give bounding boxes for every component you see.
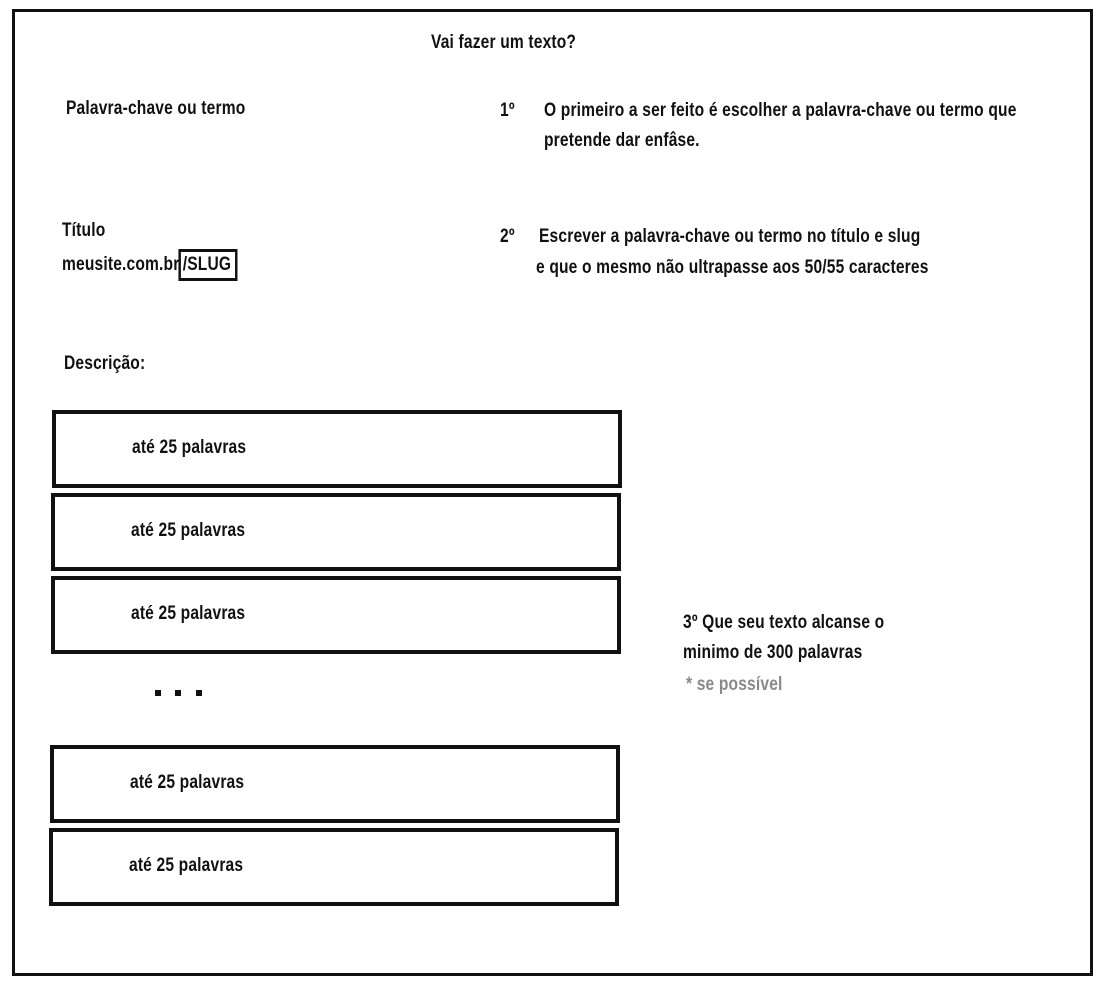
ellipsis-dot: [175, 690, 181, 696]
paragraph-box-label: até 25 palavras: [131, 520, 246, 541]
url-domain: meusite.com.br: [62, 254, 180, 275]
paragraph-box-label: até 25 palavras: [131, 603, 246, 624]
url-line: [62, 249, 238, 281]
step3-line2: minimo de 300 palavras: [683, 642, 863, 663]
step1-line1: O primeiro a ser feito é escolher a palavra-chave ou termo que: [544, 100, 1017, 121]
ellipsis-dot: [155, 690, 161, 696]
ellipsis-dot: [196, 690, 202, 696]
paragraph-box-1: [52, 410, 622, 488]
diagram-title: Vai fazer um texto?: [431, 32, 577, 53]
step3-line1: 3º Que seu texto alcanse o: [683, 612, 885, 633]
paragraph-box-label: até 25 palavras: [132, 437, 247, 458]
paragraph-box-label: até 25 palavras: [130, 772, 245, 793]
paragraph-box-label: até 25 palavras: [129, 855, 244, 876]
step1-number: 1º: [500, 100, 515, 121]
paragraph-box-4: [50, 745, 620, 823]
titulo-label: Título: [62, 220, 106, 241]
step3-note: * se possível: [686, 674, 783, 695]
paragraph-box-3: [51, 576, 621, 654]
paragraph-box-2: [51, 493, 621, 571]
step1-line2: pretende dar enfâse.: [544, 130, 700, 151]
description-label: Descrição:: [64, 353, 146, 374]
keyword-label: Palavra-chave ou termo: [66, 98, 246, 119]
step2-number: 2º: [500, 226, 515, 247]
step1-text: [544, 96, 1017, 156]
step2-line2: e que o mesmo não ultrapasse aos 50/55 caracteres: [536, 257, 929, 278]
slug-box: /SLUG: [179, 249, 238, 281]
ellipsis-dots: [152, 690, 212, 700]
step2-line1: Escrever a palavra-chave ou termo no título e slug: [539, 226, 921, 247]
paragraph-box-5: [49, 828, 619, 906]
